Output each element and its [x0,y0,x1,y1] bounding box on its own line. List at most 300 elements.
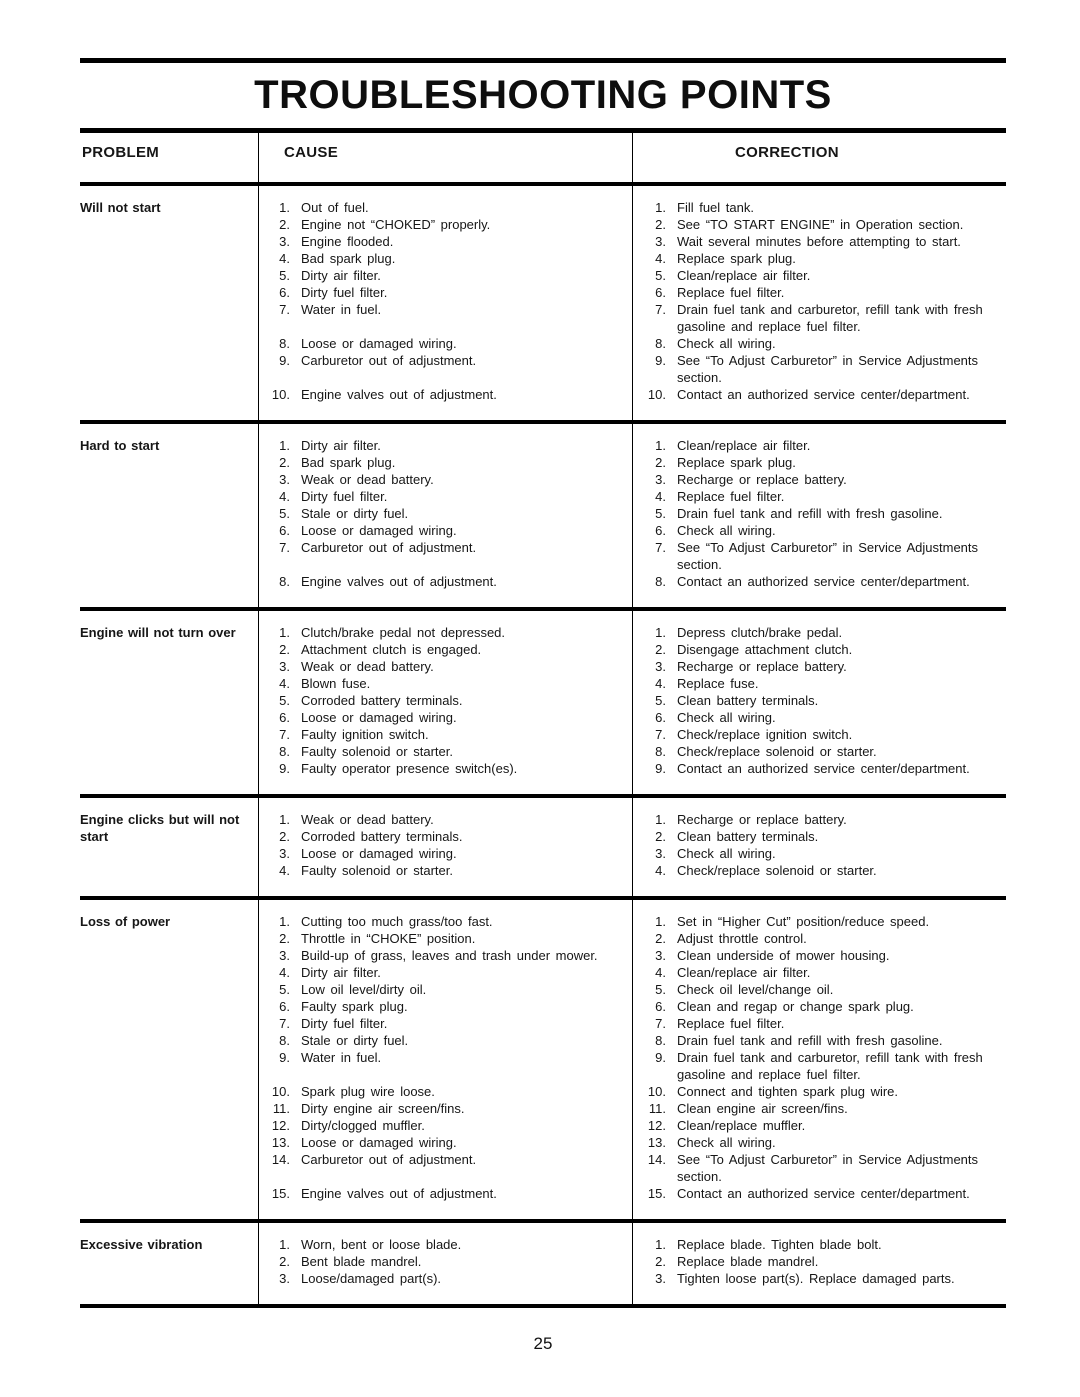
correction-text: Clean/replace air filter. [677,438,811,453]
table-row [258,964,1006,981]
item-number: 4. [655,965,666,980]
cause-cell [258,454,632,471]
item-number: 2. [655,455,666,470]
problem-label: Engine clicks but will not start [80,812,240,844]
table-row [258,913,1006,930]
correction-text: Replace fuel filter. [677,285,785,300]
item-number: 15. [647,1186,666,1201]
cause-cell [258,947,632,964]
table-row [258,998,1006,1015]
correction-text: Recharge or replace battery. [677,812,847,827]
cause-text: Engine flooded. [301,234,394,249]
table-row [258,301,1006,335]
correction-text: Drain fuel tank and refill with fresh gasoline. [677,506,943,521]
item-number: 4. [655,251,666,266]
cause-cell [258,1015,632,1032]
correction-cell [632,692,1006,709]
table-row [258,1134,1006,1151]
correction-cell [632,1185,1006,1202]
cause-cell [258,760,632,777]
cause-cell [258,233,632,250]
item-number: 8. [279,336,290,351]
correction-text: Recharge or replace battery. [677,659,847,674]
cause-cell [258,709,632,726]
item-number: 1. [279,914,290,929]
item-number: 5. [279,268,290,283]
table-row [258,505,1006,522]
cause-cell [258,284,632,301]
troubleshooting-section [80,424,1006,611]
troubleshooting-section [80,186,1006,424]
table-row [258,573,1006,590]
troubleshooting-section [80,798,1006,900]
cause-cell [258,1032,632,1049]
correction-text: Check all wiring. [677,710,776,725]
cause-cell [258,1185,632,1202]
cause-text: Low oil level/dirty oil. [301,982,427,997]
item-number: 9. [279,761,290,776]
item-number: 7. [655,727,666,742]
table-row [258,233,1006,250]
item-number: 1. [655,200,666,215]
sections-body [80,186,1006,1308]
correction-text: Check all wiring. [677,523,776,538]
correction-cell [632,845,1006,862]
cause-correction-rows [258,913,1006,1202]
cause-text: Engine not “CHOKED” properly. [301,217,491,232]
item-number: 2. [655,931,666,946]
correction-text: Fill fuel tank. [677,200,754,215]
correction-cell [632,1253,1006,1270]
correction-text: Clean/replace air filter. [677,268,811,283]
correction-cell [632,1134,1006,1151]
correction-cell [632,675,1006,692]
cause-cell [258,658,632,675]
correction-cell [632,1270,1006,1287]
item-number: 3. [279,846,290,861]
item-number: 2. [279,829,290,844]
cause-cell [258,522,632,539]
correction-text: Drain fuel tank and refill with fresh gasoline. [677,1033,943,1048]
cause-text: Bad spark plug. [301,455,396,470]
troubleshooting-section [80,611,1006,798]
table-row [258,862,1006,879]
item-number: 6. [279,523,290,538]
problem-label: Will not start [80,200,161,215]
correction-text: Adjust throttle control. [677,931,807,946]
correction-text: Check all wiring. [677,1135,776,1150]
table-row [258,454,1006,471]
correction-text: Contact an authorized service center/department. [677,761,970,776]
cause-cell [258,1270,632,1287]
correction-text: Replace fuse. [677,676,759,691]
troubleshooting-section [80,1223,1006,1308]
item-number: 8. [655,574,666,589]
table-row [258,1253,1006,1270]
cause-text: Corroded battery terminals. [301,693,463,708]
item-number: 3. [655,1271,666,1286]
correction-cell [632,964,1006,981]
table-row [258,811,1006,828]
correction-cell [632,1083,1006,1100]
item-number: 10. [271,387,290,402]
item-number: 2. [279,642,290,657]
item-number: 15. [271,1186,290,1201]
correction-text: Contact an authorized service center/department. [677,387,970,402]
item-number: 11. [648,1101,666,1116]
correction-cell [632,216,1006,233]
correction-text: Clean battery terminals. [677,829,819,844]
table-row [258,981,1006,998]
item-number: 1. [655,625,666,640]
table-row [258,250,1006,267]
correction-cell [632,1100,1006,1117]
cause-correction-rows [258,811,1006,879]
item-number: 4. [279,489,290,504]
table-row [258,352,1006,386]
correction-text: Replace fuel filter. [677,1016,785,1031]
cause-text: Loose or damaged wiring. [301,336,457,351]
cause-cell [258,1253,632,1270]
correction-cell [632,709,1006,726]
table-row [258,1100,1006,1117]
item-number: 2. [279,455,290,470]
cause-text: Dirty air filter. [301,965,381,980]
table-row [258,437,1006,454]
cause-text: Engine valves out of adjustment. [301,387,497,402]
table-row [258,1270,1006,1287]
troubleshooting-section [80,900,1006,1223]
cause-cell [258,743,632,760]
correction-cell [632,658,1006,675]
cause-text: Blown fuse. [301,676,371,691]
correction-text: Check/replace solenoid or starter. [677,863,877,878]
correction-text: Connect and tighten spark plug wire. [677,1084,899,1099]
correction-text: Clean/replace muffler. [677,1118,806,1133]
item-number: 3. [279,472,290,487]
correction-cell [632,998,1006,1015]
correction-text: Replace fuel filter. [677,489,785,504]
cause-text: Corroded battery terminals. [301,829,463,844]
cause-text: Throttle in “CHOKE” position. [301,931,476,946]
table-row [258,522,1006,539]
correction-cell [632,505,1006,522]
cause-text: Dirty air filter. [301,268,381,283]
correction-text: Clean battery terminals. [677,693,819,708]
table-row [258,658,1006,675]
item-number: 1. [655,812,666,827]
item-number: 11. [272,1101,290,1116]
correction-text: Tighten loose part(s). Replace damaged parts. [677,1271,955,1286]
cause-cell [258,301,632,335]
table-row [258,1083,1006,1100]
correction-cell [632,1015,1006,1032]
cause-cell [258,1236,632,1253]
item-number: 3. [655,948,666,963]
cause-cell [258,998,632,1015]
correction-text: See “To Adjust Carburetor” in Service Adjustments section. [677,1152,979,1184]
correction-text: Check all wiring. [677,846,776,861]
cause-cell [258,828,632,845]
item-number: 7. [279,302,290,317]
cause-cell [258,913,632,930]
correction-cell [632,641,1006,658]
correction-text: Replace spark plug. [677,455,796,470]
cause-text: Weak or dead battery. [301,659,434,674]
cause-text: Spark plug wire loose. [301,1084,435,1099]
item-number: 4. [279,251,290,266]
table-row [258,1015,1006,1032]
table-row [258,267,1006,284]
table-row [258,488,1006,505]
correction-cell [632,862,1006,879]
item-number: 8. [279,744,290,759]
correction-text: See “To Adjust Carburetor” in Service Adjustments section. [677,353,979,385]
correction-cell [632,522,1006,539]
correction-cell [632,233,1006,250]
item-number: 2. [279,217,290,232]
cause-cell [258,437,632,454]
cause-correction-rows [258,1236,1006,1287]
correction-cell [632,199,1006,216]
table-row [258,386,1006,403]
correction-cell [632,947,1006,964]
item-number: 5. [655,268,666,283]
correction-text: Check/replace solenoid or starter. [677,744,877,759]
cause-text: Worn, bent or loose blade. [301,1237,462,1252]
correction-text: See “To Adjust Carburetor” in Service Adjustments section. [677,540,979,572]
cause-cell [258,862,632,879]
cause-text: Dirty fuel filter. [301,1016,388,1031]
correction-cell [632,488,1006,505]
correction-text: Replace spark plug. [677,251,796,266]
correction-cell [632,284,1006,301]
cause-text: Water in fuel. [301,1050,382,1065]
correction-text: Replace blade. Tighten blade bolt. [677,1237,882,1252]
item-number: 5. [655,506,666,521]
cause-text: Weak or dead battery. [301,472,434,487]
item-number: 6. [655,710,666,725]
problem-label: Engine will not turn over [80,625,236,640]
item-number: 8. [655,744,666,759]
cause-text: Loose or damaged wiring. [301,1135,457,1150]
item-number: 1. [279,1237,290,1252]
correction-text: Drain fuel tank and carburetor, refill tank with fresh gasoline and replace fuel filter. [677,1050,983,1082]
correction-cell [632,1151,1006,1185]
correction-text: Clean and regap or change spark plug. [677,999,914,1014]
cause-text: Dirty air filter. [301,438,381,453]
problem-label: Excessive vibration [80,1237,203,1252]
problem-label: Loss of power [80,914,171,929]
correction-text: Set in “Higher Cut” position/reduce speed. [677,914,930,929]
item-number: 9. [655,1050,666,1065]
item-number: 1. [279,812,290,827]
cause-correction-rows [258,199,1006,403]
item-number: 4. [655,863,666,878]
cause-text: Weak or dead battery. [301,812,434,827]
table-row [258,539,1006,573]
correction-text: Recharge or replace battery. [677,472,847,487]
correction-cell [632,1117,1006,1134]
correction-text: Drain fuel tank and carburetor, refill tank with fresh gasoline and replace fuel filter. [677,302,983,334]
cause-text: Dirty fuel filter. [301,489,388,504]
correction-cell [632,1049,1006,1083]
item-number: 4. [279,676,290,691]
cause-text: Carburetor out of adjustment. [301,540,477,555]
cause-cell [258,930,632,947]
item-number: 10. [647,387,666,402]
cause-cell [258,624,632,641]
correction-cell [632,335,1006,352]
item-number: 4. [279,863,290,878]
cause-text: Dirty engine air screen/fins. [301,1101,465,1116]
correction-text: Contact an authorized service center/department. [677,574,970,589]
cause-text: Clutch/brake pedal not depressed. [301,625,506,640]
correction-cell [632,930,1006,947]
item-number: 1. [655,438,666,453]
cause-text: Water in fuel. [301,302,382,317]
cause-text: Faulty spark plug. [301,999,408,1014]
table-row [258,930,1006,947]
item-number: 10. [647,1084,666,1099]
cause-cell [258,352,632,386]
item-number: 3. [655,659,666,674]
table-row [258,845,1006,862]
cause-text: Faulty solenoid or starter. [301,863,453,878]
correction-cell [632,743,1006,760]
item-number: 3. [279,234,290,249]
item-number: 9. [279,353,290,368]
table-row [258,947,1006,964]
item-number: 1. [655,1237,666,1252]
cause-cell [258,981,632,998]
cause-cell [258,386,632,403]
correction-cell [632,471,1006,488]
item-number: 9. [655,353,666,368]
cause-cell [258,845,632,862]
item-number: 14. [647,1152,666,1167]
cause-cell [258,573,632,590]
item-number: 13. [647,1135,666,1150]
cause-cell [258,811,632,828]
cause-cell [258,1049,632,1083]
item-number: 2. [655,1254,666,1269]
correction-text: Clean/replace air filter. [677,965,811,980]
cause-text: Attachment clutch is engaged. [301,642,482,657]
correction-cell [632,726,1006,743]
item-number: 7. [279,727,290,742]
cause-cell [258,505,632,522]
item-number: 8. [655,1033,666,1048]
item-number: 13. [271,1135,290,1150]
correction-text: Clean engine air screen/fins. [677,1101,848,1116]
table-row [258,471,1006,488]
item-number: 6. [655,285,666,300]
correction-text: Check/replace ignition switch. [677,727,853,742]
item-number: 3. [655,234,666,249]
correction-text: Wait several minutes before attempting to start. [677,234,961,249]
table-row [258,216,1006,233]
cause-cell [258,1151,632,1185]
cause-text: Dirty fuel filter. [301,285,388,300]
table-row [258,726,1006,743]
cause-cell [258,675,632,692]
item-number: 7. [655,540,666,555]
item-number: 1. [279,200,290,215]
correction-cell [632,454,1006,471]
table-row [258,1032,1006,1049]
cause-cell [258,1100,632,1117]
correction-cell [632,624,1006,641]
item-number: 8. [279,574,290,589]
cause-cell [258,250,632,267]
table-row [258,1236,1006,1253]
cause-text: Faulty solenoid or starter. [301,744,453,759]
cause-text: Stale or dirty fuel. [301,506,409,521]
cause-text: Bad spark plug. [301,251,396,266]
correction-text: Check oil level/change oil. [677,982,834,997]
cause-text: Dirty/clogged muffler. [301,1118,425,1133]
item-number: 14. [271,1152,290,1167]
table-row [258,828,1006,845]
item-number: 10. [271,1084,290,1099]
table-row [258,1185,1006,1202]
header-cause: CAUSE [284,144,339,161]
correction-text: Depress clutch/brake pedal. [677,625,843,640]
cause-text: Engine valves out of adjustment. [301,574,497,589]
item-number: 3. [655,472,666,487]
cause-correction-rows [258,437,1006,590]
correction-cell [632,913,1006,930]
item-number: 1. [279,438,290,453]
cause-text: Out of fuel. [301,200,369,215]
item-number: 6. [655,999,666,1014]
item-number: 4. [655,489,666,504]
cause-text: Loose/damaged part(s). [301,1271,442,1286]
correction-cell [632,811,1006,828]
item-number: 2. [655,642,666,657]
table-row [258,1151,1006,1185]
item-number: 3. [279,659,290,674]
cause-text: Carburetor out of adjustment. [301,1152,477,1167]
correction-cell [632,437,1006,454]
cause-cell [258,216,632,233]
item-number: 7. [655,302,666,317]
item-number: 8. [279,1033,290,1048]
cause-cell [258,199,632,216]
item-number: 5. [279,982,290,997]
item-number: 5. [279,506,290,521]
item-number: 7. [279,1016,290,1031]
table-row [258,709,1006,726]
correction-text: Clean underside of mower housing. [677,948,890,963]
item-number: 6. [655,523,666,538]
table-row [258,1117,1006,1134]
correction-cell [632,1032,1006,1049]
cause-cell [258,267,632,284]
item-number: 7. [655,1016,666,1031]
item-number: 7. [279,540,290,555]
correction-text: Replace blade mandrel. [677,1254,819,1269]
table-row [258,199,1006,216]
item-number: 3. [655,846,666,861]
page-content [80,58,1006,1354]
correction-text: Check all wiring. [677,336,776,351]
table-row [258,335,1006,352]
correction-cell [632,352,1006,386]
cause-text: Engine valves out of adjustment. [301,1186,497,1201]
table-row [258,743,1006,760]
